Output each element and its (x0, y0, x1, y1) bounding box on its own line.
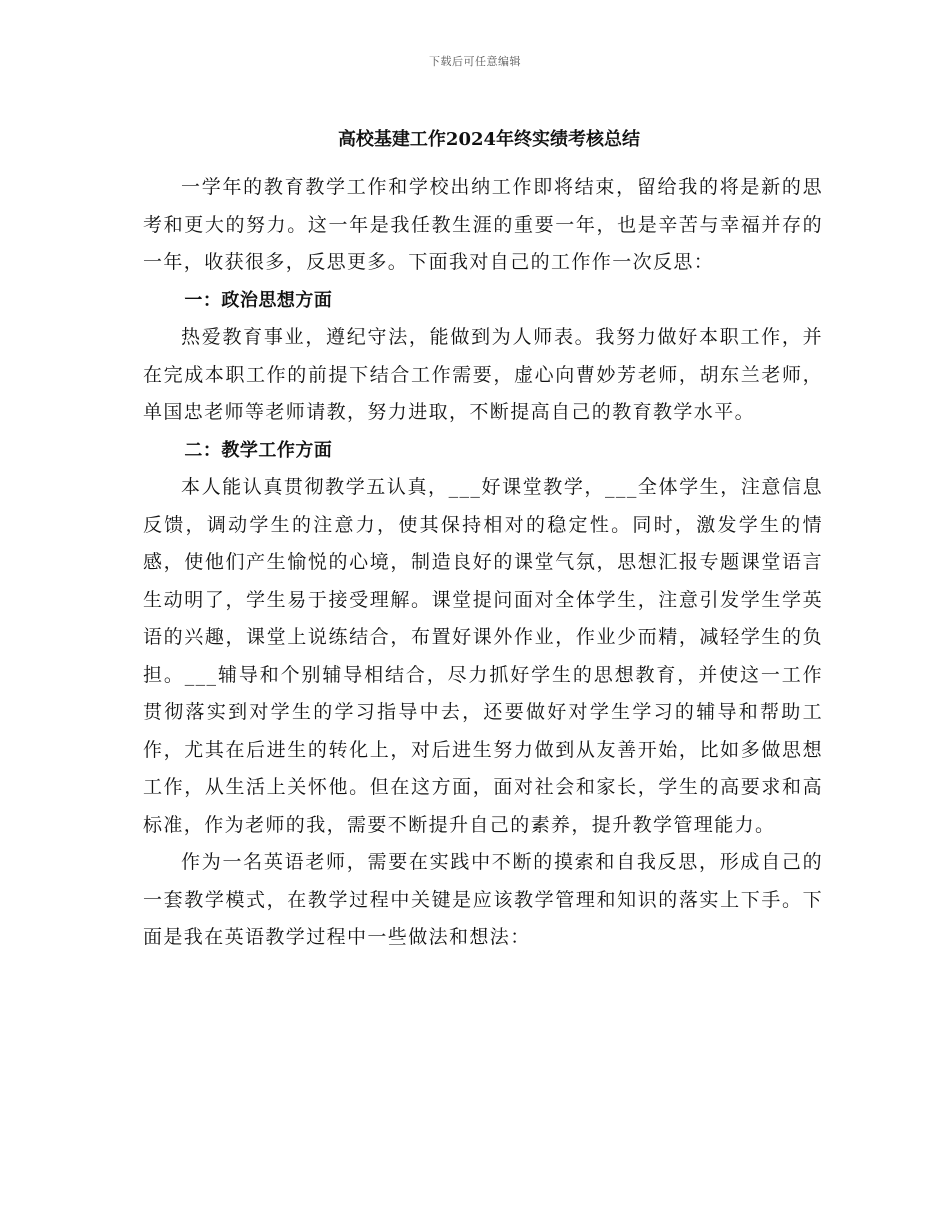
teaching-paragraph-1: 本人能认真贯彻教学五认真，___好课堂教学，___全体学生，注意信息反馈，调动学生的注意力，使其保持相对的稳定性。同时，激发学生的情感，使他们产生愉悦的心境，制造良好的课堂气氛，思想汇报专题课堂语言生动明了，学生易于接受理解。课堂提问面对全体学生，注意引发学生学英语的兴趣，课堂上说练结合，布置好课外作业，作业少而精，减轻学生的负担。___辅导和个别辅导相结合，尽力抓好学生的思想教育，并使这一工作贯彻落实到对学生的学习指导中去，还要做好对学生学习的辅导和帮助工作，尤其在后进生的转化上，对后进生努力做到从友善开始，比如多做思想工作，从生活上关怀他。但在这方面，面对社会和家长，学生的高要求和高标准，作为老师的我，需要不断提升自己的素养，提升教学管理能力。 (143, 476, 823, 836)
intro-paragraph: 一学年的教育教学工作和学校出纳工作即将结束，留给我的将是新的思考和更大的努力。这一年是我任教生涯的重要一年，也是辛苦与幸福并存的一年，收获很多，反思更多。下面我对自己的工作作一次反思： (143, 176, 823, 273)
section-heading-political: 一：政治思想方面 (184, 289, 333, 311)
section-heading-teaching: 二：教学工作方面 (184, 439, 333, 461)
political-paragraph: 热爱教育事业，遵纪守法，能做到为人师表。我努力做好本职工作，并在完成本职工作的前提下结合工作需要，虚心向曹妙芳老师，胡东兰老师，单国忠老师等老师请教，努力进取，不断提高自己的教育教学水平。 (143, 326, 823, 423)
document-body (143, 124, 823, 957)
teaching-paragraph-2: 作为一名英语老师，需要在实践中不断的摸索和自我反思，形成自己的一套教学模式，在教学过程中关键是应该教学管理和知识的落实上下手。下面是我在英语教学过程中一些做法和想法： (143, 851, 823, 948)
page-header-note: 下载后可任意编辑 (429, 55, 521, 68)
document-title: 高校基建工作2024年终实绩考核总结 (337, 129, 641, 150)
